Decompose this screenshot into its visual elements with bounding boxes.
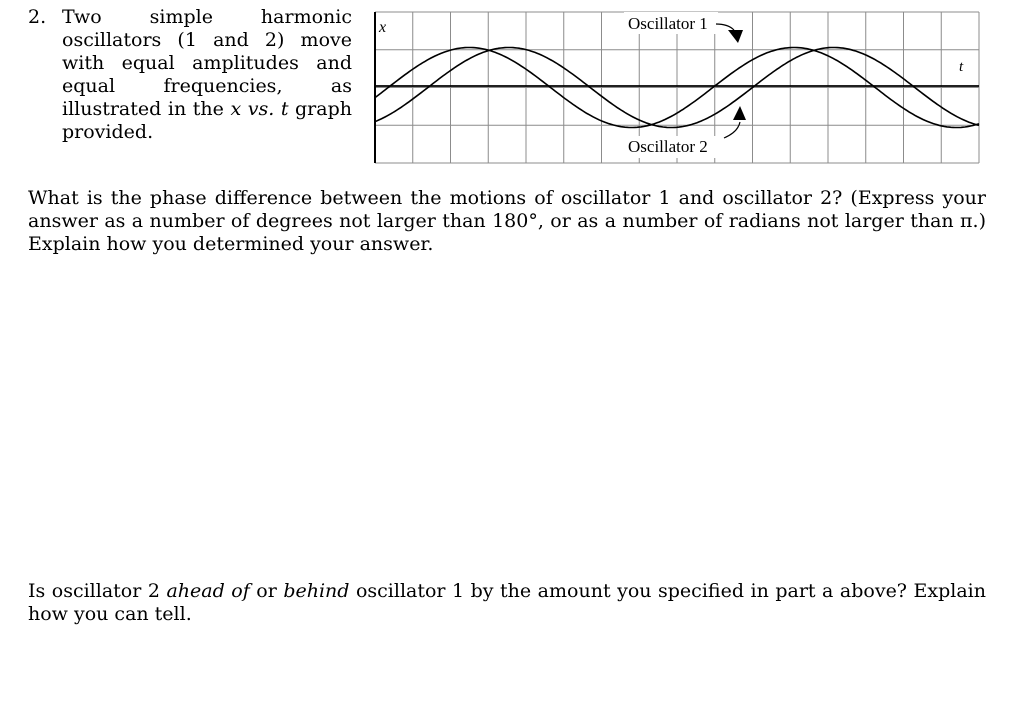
oscillator-2-pointer-line [724, 122, 740, 138]
question-b [28, 580, 986, 626]
question-a: What is the phase difference between the motions of oscillator 1 and oscillator 2? (Express your answer as a number of degrees not larger than 180°, or as a number of radians not larger than π.) Explain how you determined your answer. [28, 187, 986, 255]
question-b-text-2: oscillator 1 by the amount you specified in part a above? Explain how you can tell. [28, 580, 986, 625]
t-axis-label: t [959, 59, 964, 75]
question-b-behind: behind [283, 580, 350, 602]
oscillator-2-label: Oscillator 2 [628, 137, 708, 156]
oscillator-1-arrowhead-icon [728, 30, 743, 43]
problem-intro [62, 6, 352, 144]
intro-var-x: x [230, 98, 242, 120]
question-b-text-1: Is oscillator 2 [28, 580, 167, 602]
x-axis-label: x [379, 19, 387, 36]
question-b-ahead: ahead of [166, 580, 250, 602]
question-b-or: or [249, 580, 284, 602]
oscillator-2-arrowhead-icon [733, 106, 746, 120]
intro-text-1: Two simple harmonic oscillators (1 and 2) move with equal amplitudes and equal frequencies, as illustrated in the [62, 6, 352, 120]
intro-vs: vs. [241, 98, 281, 120]
intro-text-2: graph provided. [62, 98, 352, 143]
oscillator-1-pointer-line [716, 24, 734, 30]
problem-number: 2. [28, 6, 47, 28]
intro-var-t: t [280, 98, 289, 120]
oscillator-1-label: Oscillator 1 [628, 14, 708, 33]
x-vs-t-graph [372, 10, 982, 165]
